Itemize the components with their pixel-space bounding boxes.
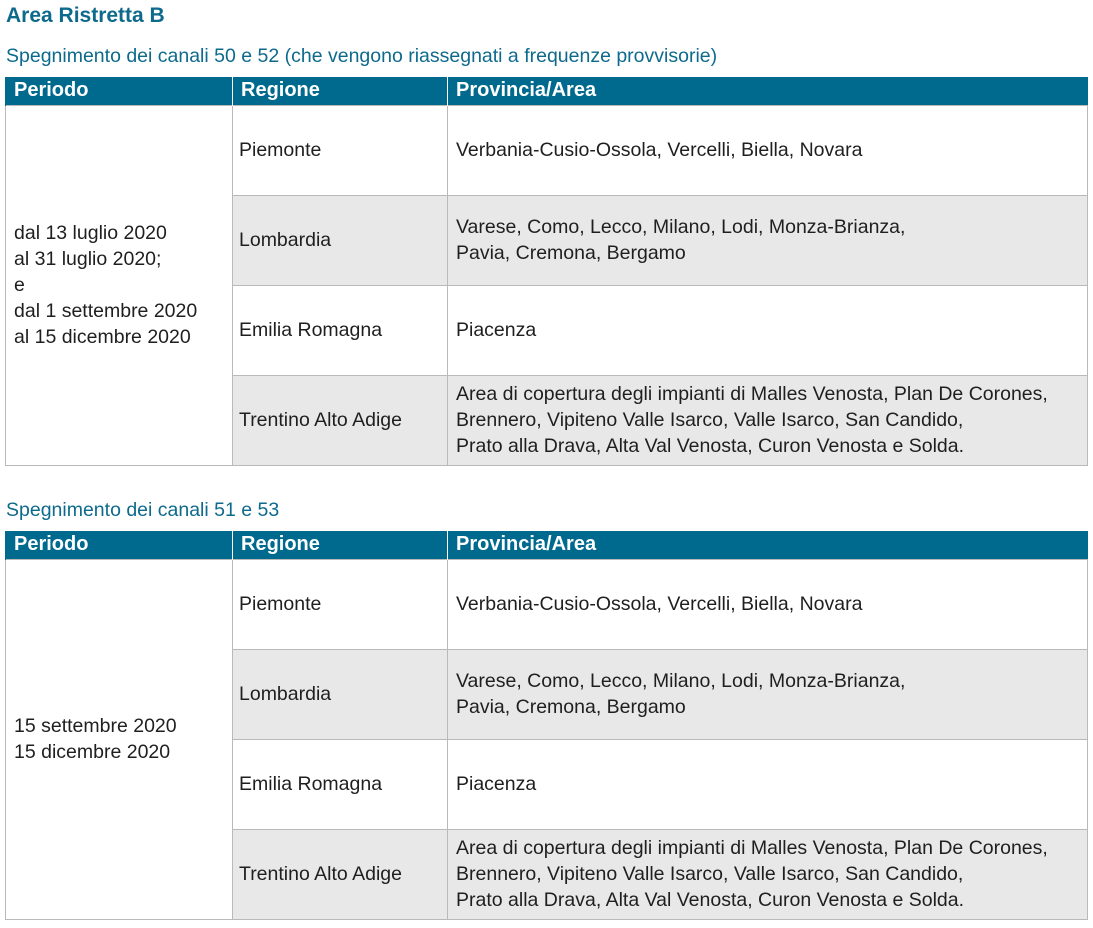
area-cell bbox=[448, 649, 1088, 739]
area-cell bbox=[448, 195, 1088, 285]
region-cell: Emilia Romagna bbox=[233, 285, 448, 375]
period-line: dal 13 luglio 2020 bbox=[14, 222, 167, 244]
schedule-table-channels-50-52 bbox=[5, 77, 1088, 466]
column-header-period: Periodo bbox=[6, 77, 233, 105]
area-cell bbox=[448, 829, 1088, 919]
area-line: Prato alla Drava, Alta Val Venosta, Curon Venosta e Solda. bbox=[456, 435, 965, 457]
column-header-region: Regione bbox=[233, 531, 448, 559]
region-cell: Emilia Romagna bbox=[233, 739, 448, 829]
region-cell: Trentino Alto Adige bbox=[233, 375, 448, 465]
area-line: Varese, Como, Lecco, Milano, Lodi, Monza-Brianza, bbox=[456, 670, 906, 692]
page-title: Area Ristretta B bbox=[6, 4, 165, 27]
period-line: al 15 dicembre 2020 bbox=[14, 326, 191, 348]
table-header-row bbox=[6, 531, 1088, 559]
area-line: Pavia, Cremona, Bergamo bbox=[456, 242, 686, 264]
region-cell: Lombardia bbox=[233, 649, 448, 739]
table-header-row bbox=[6, 77, 1088, 105]
period-cell bbox=[6, 105, 233, 465]
area-line: Brennero, Vipiteno Valle Isarco, Valle Isarco, San Candido, bbox=[456, 409, 964, 431]
schedule-table-channels-51-53 bbox=[5, 531, 1088, 920]
area-line: Varese, Como, Lecco, Milano, Lodi, Monza-Brianza, bbox=[456, 216, 906, 238]
area-cell bbox=[448, 559, 1088, 649]
area-line: Verbania-Cusio-Ossola, Vercelli, Biella, Novara bbox=[456, 593, 863, 615]
column-header-period: Periodo bbox=[6, 531, 233, 559]
column-header-area: Provincia/Area bbox=[448, 531, 1088, 559]
table-row bbox=[6, 559, 1088, 649]
region-cell: Lombardia bbox=[233, 195, 448, 285]
area-line: Piacenza bbox=[456, 773, 537, 795]
region-cell: Piemonte bbox=[233, 559, 448, 649]
area-line: Pavia, Cremona, Bergamo bbox=[456, 696, 686, 718]
area-line: Piacenza bbox=[456, 319, 537, 341]
area-cell bbox=[448, 739, 1088, 829]
area-line: Prato alla Drava, Alta Val Venosta, Curon Venosta e Solda. bbox=[456, 889, 965, 911]
area-line: Verbania-Cusio-Ossola, Vercelli, Biella, Novara bbox=[456, 139, 863, 161]
period-line: 15 dicembre 2020 bbox=[14, 741, 171, 763]
table-row bbox=[6, 105, 1088, 195]
period-line: al 31 luglio 2020; bbox=[14, 248, 162, 270]
column-header-area: Provincia/Area bbox=[448, 77, 1088, 105]
area-line: Brennero, Vipiteno Valle Isarco, Valle Isarco, San Candido, bbox=[456, 863, 964, 885]
section-title-channels-51-53: Spegnimento dei canali 51 e 53 bbox=[6, 499, 280, 521]
area-line: Area di copertura degli impianti di Malles Venosta, Plan De Corones, bbox=[456, 383, 1048, 405]
area-line: Area di copertura degli impianti di Malles Venosta, Plan De Corones, bbox=[456, 837, 1048, 859]
period-line: e bbox=[14, 274, 25, 296]
period-line: dal 1 settembre 2020 bbox=[14, 300, 198, 322]
region-cell: Piemonte bbox=[233, 105, 448, 195]
area-cell bbox=[448, 375, 1088, 465]
section-title-channels-50-52: Spegnimento dei canali 50 e 52 (che vengono riassegnati a frequenze provvisorie) bbox=[6, 45, 718, 67]
area-cell bbox=[448, 105, 1088, 195]
period-line: 15 settembre 2020 bbox=[14, 715, 177, 737]
area-cell bbox=[448, 285, 1088, 375]
region-cell: Trentino Alto Adige bbox=[233, 829, 448, 919]
column-header-region: Regione bbox=[233, 77, 448, 105]
period-cell bbox=[6, 559, 233, 919]
